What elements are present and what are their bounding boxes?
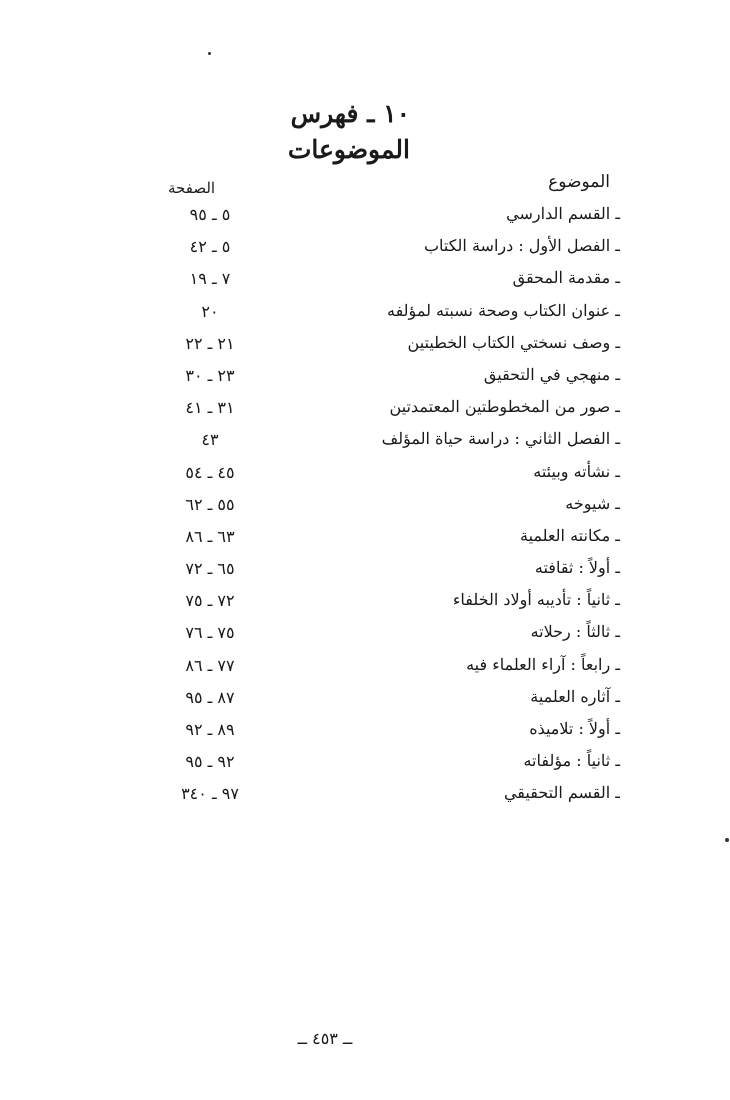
toc-topic: ـ الفصل الأول : دراسة الكتاب [423, 236, 620, 256]
toc-topic: ـ القسم الدارسي [506, 204, 620, 223]
toc-pages: ٧ ـ ١٩ [189, 269, 231, 289]
toc-row [150, 361, 620, 393]
toc-topic: ـ ثالثاً : رحلاته [530, 622, 620, 642]
toc-pages: ٥٥ ـ ٦٢ [185, 494, 235, 514]
toc-pages: ٦٣ ـ ٨٦ [185, 526, 235, 546]
toc-topic: ـ أولاً : تلاميذه [529, 719, 620, 738]
toc-row [150, 264, 620, 296]
toc-pages: ٢١ ـ ٢٢ [185, 333, 235, 353]
toc-topic: ـ منهجي في التحقيق [483, 364, 620, 384]
toc-row [150, 683, 620, 715]
toc-topic: ـ ثانياً : مؤلفاته [523, 751, 620, 771]
toc-row [150, 586, 620, 618]
toc-topic: ـ عنوان الكتاب وصحة نسبته لمؤلفه [387, 300, 620, 320]
toc-list [150, 200, 620, 812]
toc-pages: ٢٠ [201, 301, 219, 321]
toc-row [150, 200, 620, 232]
page-number: ــ ٤٥٣ ــ [297, 1029, 353, 1048]
toc-pages: ٩٢ ـ ٩٥ [185, 752, 235, 772]
scan-speck [208, 52, 211, 55]
toc-header [150, 168, 610, 198]
toc-topic: ـ وصف نسختي الكتاب الخطيتين [407, 332, 620, 352]
toc-pages: ٧٥ ـ ٧٦ [185, 623, 235, 643]
toc-row [150, 715, 620, 747]
toc-row [150, 329, 620, 361]
toc-topic: ـ مقدمة المحقق [512, 268, 620, 288]
topic-column-header: الموضوع [548, 172, 610, 192]
toc-row [150, 554, 620, 586]
toc-pages: ٥ ـ ٤٢ [189, 237, 231, 257]
toc-row [150, 393, 620, 425]
toc-topic: ـ مكانته العلمية [520, 525, 620, 545]
toc-row [150, 425, 620, 457]
scan-speck [725, 838, 729, 842]
toc-row [150, 618, 620, 650]
toc-topic: ـ رابعاً : آراء العلماء فيه [466, 654, 620, 674]
toc-row [150, 458, 620, 490]
toc-pages: ٩٧ ـ ٣٤٠ [181, 784, 239, 804]
toc-pages: ٦٥ ـ ٧٢ [185, 559, 235, 579]
toc-pages: ٧٢ ـ ٧٥ [185, 591, 235, 611]
toc-row [150, 522, 620, 554]
page-column-header: الصفحة [168, 179, 216, 197]
toc-row [150, 490, 620, 522]
toc-pages: ٢٣ ـ ٣٠ [185, 365, 235, 385]
toc-topic: ـ شيوخه [565, 493, 620, 513]
toc-pages: ٥ ـ ٩٥ [189, 205, 231, 224]
toc-pages: ٣١ ـ ٤١ [185, 398, 235, 418]
toc-topic: ـ صور من المخطوطتين المعتمدتين [389, 397, 620, 417]
toc-topic: ـ آثاره العلمية [530, 686, 620, 706]
toc-pages: ٨٩ ـ ٩٢ [185, 720, 235, 739]
toc-pages: ٧٧ ـ ٨٦ [185, 655, 235, 675]
toc-pages: ٨٧ ـ ٩٥ [185, 687, 235, 707]
toc-topic: ـ الفصل الثاني : دراسة حياة المؤلف [381, 429, 620, 449]
toc-topic: ـ ثانياً : تأديبه أولاد الخلفاء [452, 590, 620, 610]
toc-topic: ـ القسم التحقيقي [503, 783, 620, 803]
toc-row [150, 232, 620, 264]
toc-row [150, 651, 620, 683]
toc-row [150, 297, 620, 329]
toc-topic: ـ أولاً : ثقافته [534, 558, 620, 578]
toc-row [150, 747, 620, 779]
toc-pages: ٤٣ [201, 430, 219, 450]
toc-topic: ـ نشأته وبيئته [533, 461, 620, 481]
toc-pages: ٤٥ ـ ٥٤ [185, 462, 235, 482]
toc-row [150, 779, 620, 811]
page-title: ١٠ ـ فهرس الموضوعات [287, 99, 410, 164]
